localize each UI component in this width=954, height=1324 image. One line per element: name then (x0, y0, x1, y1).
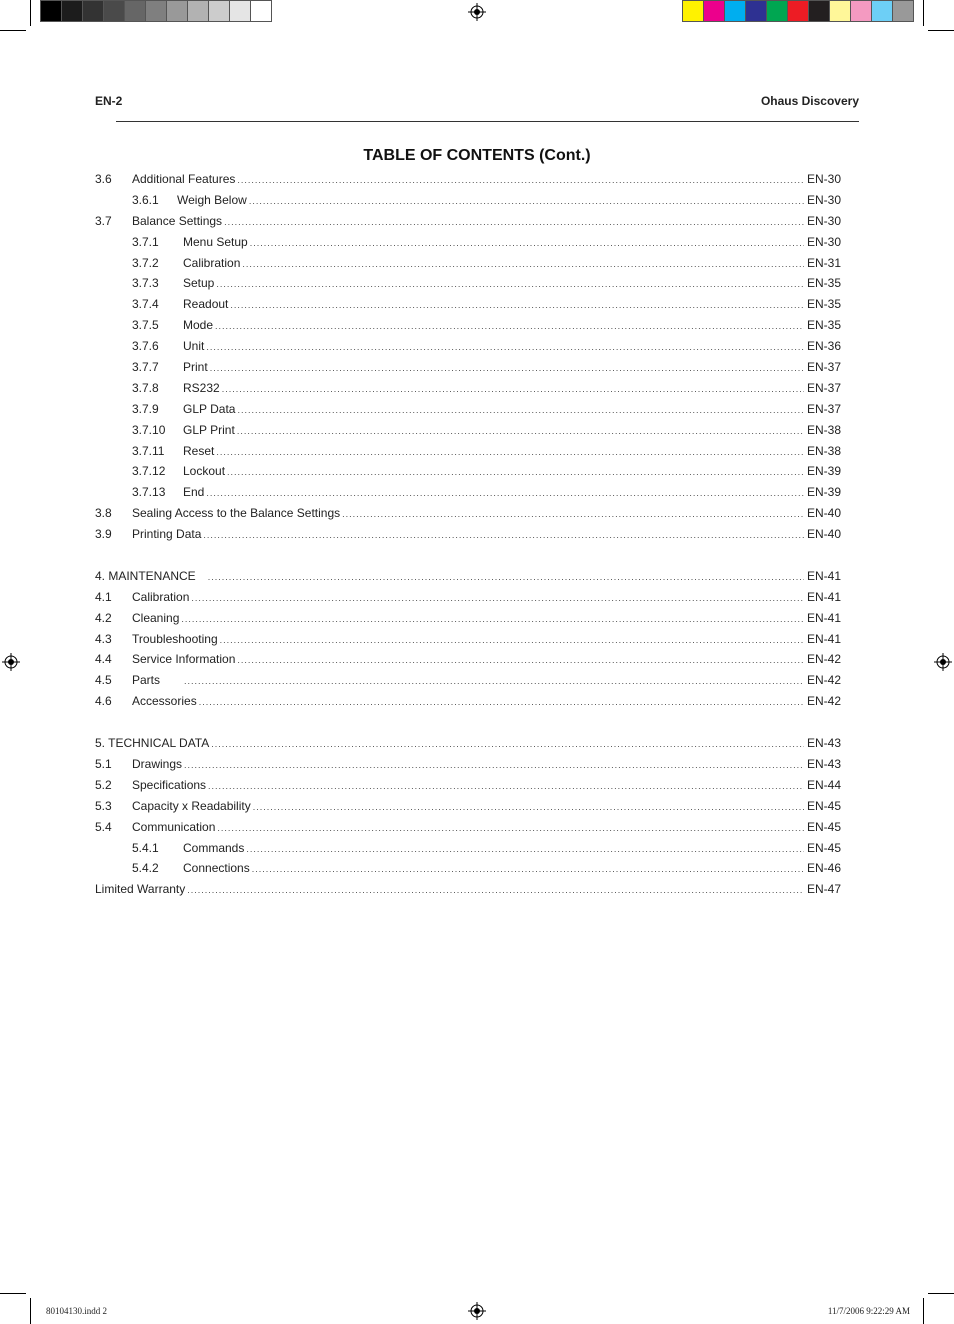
dot-leader (203, 530, 804, 540)
crop-mark-top-left-h (0, 30, 26, 31)
toc-entry-page: EN-47 (806, 882, 841, 897)
toc-entry-number: 5.3 (95, 798, 112, 813)
toc-entry[interactable] (95, 632, 841, 653)
toc-entry-number: 3.7.6 (132, 339, 159, 354)
toc-entry-label: Specifications (132, 777, 207, 792)
toc-entry-page: EN-44 (806, 777, 841, 792)
toc-entry[interactable] (95, 694, 841, 715)
toc-entry-page: EN-37 (806, 360, 841, 375)
toc-entry-page: EN-41 (806, 568, 841, 583)
table-of-contents (95, 172, 841, 903)
toc-entry[interactable] (95, 820, 841, 841)
toc-entry[interactable] (95, 882, 841, 903)
grayscale-color-bar (40, 0, 271, 22)
dot-leader (210, 363, 804, 373)
toc-entry-page: EN-43 (806, 736, 841, 751)
page-number: EN-2 (95, 94, 123, 108)
color-swatch (250, 0, 272, 22)
toc-entry-page: EN-38 (806, 422, 841, 437)
toc-entry[interactable] (95, 485, 841, 506)
page-title: TABLE OF CONTENTS (Cont.) (363, 147, 591, 164)
crop-mark-bottom-right-h (928, 1293, 954, 1294)
toc-entry-page: EN-35 (806, 276, 841, 291)
toc-entry[interactable] (95, 214, 841, 235)
toc-entry-number: 3.7.1 (132, 234, 159, 249)
dot-leader (211, 739, 804, 749)
toc-entry-label: Capacity x Readability (132, 798, 251, 813)
toc-entry-page: EN-37 (806, 401, 841, 416)
toc-entry-page: EN-30 (806, 172, 841, 186)
toc-entry-label: Print (183, 360, 208, 375)
toc-entry[interactable] (95, 611, 841, 632)
registration-mark-right-icon (934, 653, 952, 671)
dot-leader (250, 238, 804, 248)
dot-leader (184, 676, 804, 686)
dot-leader (199, 697, 804, 707)
toc-entry[interactable] (95, 235, 841, 256)
color-swatch (682, 0, 704, 22)
toc-entry[interactable] (95, 841, 841, 862)
toc-entry-page: EN-41 (806, 610, 841, 625)
toc-entry[interactable] (95, 444, 841, 465)
toc-entry-label: Calibration (132, 589, 190, 604)
toc-entry-label: Readout (183, 297, 229, 312)
toc-entry-number: 5.4.2 (132, 861, 159, 876)
registration-mark-left-icon (2, 653, 20, 671)
dot-leader (208, 572, 804, 582)
toc-entry[interactable] (95, 757, 841, 778)
toc-entry-number: 3.6 (95, 172, 112, 186)
dot-leader (215, 321, 804, 331)
product-name: Ohaus Discovery (760, 94, 859, 108)
toc-entry-page: EN-43 (806, 756, 841, 771)
dot-leader (181, 614, 804, 624)
toc-entry-page: EN-37 (806, 380, 841, 395)
toc-entry-number: 4.1 (95, 589, 112, 604)
toc-entry[interactable] (95, 381, 841, 402)
crop-mark-bottom-right-v (923, 1298, 924, 1324)
dot-leader (216, 447, 804, 457)
toc-entry-number: 3.7.7 (132, 360, 159, 375)
dot-leader (217, 823, 804, 833)
dot-leader (237, 175, 804, 185)
color-swatch (82, 0, 104, 22)
dot-leader (216, 279, 804, 289)
dot-leader (187, 885, 804, 895)
toc-entry-page: EN-30 (806, 213, 841, 228)
toc-entry-number: 3.7.2 (132, 255, 159, 270)
toc-entry-label: End (183, 485, 205, 500)
color-swatch (208, 0, 230, 22)
color-swatch (145, 0, 167, 22)
toc-entry-page: EN-42 (806, 694, 841, 709)
crop-mark-bottom-left-v (30, 1298, 31, 1324)
dot-leader (342, 509, 804, 519)
toc-entry-page: EN-45 (806, 819, 841, 834)
toc-entry-page: EN-39 (806, 464, 841, 479)
page-header (95, 94, 859, 110)
toc-entry-label: Reset (183, 443, 215, 458)
toc-entry-number: 3.6.1 (132, 192, 159, 207)
toc-entry[interactable] (95, 360, 841, 381)
toc-entry-page: EN-30 (806, 234, 841, 249)
toc-entry-number: 3.7.9 (132, 401, 159, 416)
toc-entry-number: 3.7.4 (132, 297, 159, 312)
toc-entry-page: EN-38 (806, 443, 841, 458)
color-swatch (103, 0, 125, 22)
color-swatch (40, 0, 62, 22)
toc-entry-number: 3.7.13 (132, 485, 166, 500)
toc-entry[interactable] (95, 256, 841, 277)
toc-entry[interactable] (95, 652, 841, 673)
toc-entry-number: 3.7.3 (132, 276, 159, 291)
toc-entry[interactable] (95, 506, 841, 527)
dot-leader (224, 217, 804, 227)
color-swatch (808, 0, 830, 22)
toc-entry-label: Unit (183, 339, 205, 354)
toc-entry[interactable] (95, 276, 841, 297)
toc-entry-page: EN-31 (806, 255, 841, 270)
file-slug: 80104130.indd 2 (46, 1306, 108, 1316)
toc-entry-label: Mode (183, 318, 214, 333)
dot-leader (206, 488, 804, 498)
toc-entry-label: Calibration (183, 255, 241, 270)
toc-entry-number: 3.7.12 (132, 464, 166, 479)
toc-entry-label: GLP Data (183, 401, 236, 416)
toc-entry-label: Additional Features (132, 172, 236, 186)
crop-mark-bottom-left-h (0, 1293, 26, 1294)
color-swatch (850, 0, 872, 22)
color-swatch (892, 0, 914, 22)
toc-entry-label: Commands (183, 840, 245, 855)
toc-entry-page: EN-41 (806, 631, 841, 646)
toc-entry-label: Accessories (132, 694, 197, 709)
crop-mark-top-right-v (923, 0, 924, 26)
toc-entry-number: 3.7.8 (132, 380, 159, 395)
toc-entry-label: Service Information (132, 652, 236, 667)
toc-entry[interactable] (95, 778, 841, 799)
toc-entry-label: Connections (183, 861, 250, 876)
toc-entry-page: EN-40 (806, 506, 841, 521)
toc-entry-page: EN-41 (806, 589, 841, 604)
color-swatch (724, 0, 746, 22)
toc-entry[interactable] (95, 799, 841, 820)
toc-entry-number: 4.6 (95, 694, 112, 709)
dot-leader (237, 426, 804, 436)
dot-leader (249, 196, 804, 206)
toc-entry[interactable] (95, 172, 841, 193)
toc-entry-number: 5.4.1 (132, 840, 159, 855)
toc-entry-number: 4.4 (95, 652, 112, 667)
toc-entry-label: Parts (132, 673, 161, 688)
color-swatch (703, 0, 725, 22)
toc-entry-page: EN-30 (806, 192, 841, 207)
toc-entry-label: Weigh Below (177, 192, 247, 207)
toc-entry-label: RS232 (183, 380, 220, 395)
dot-leader (237, 655, 804, 665)
toc-entry-label: Balance Settings (132, 213, 223, 228)
dot-leader (227, 467, 804, 477)
toc-entry-label: 4. MAINTENANCE (95, 568, 196, 583)
toc-entry-number: 5.4 (95, 819, 112, 834)
toc-entry-label: Cleaning (132, 610, 180, 625)
toc-entry-number: 3.7.11 (132, 443, 165, 458)
toc-entry-page: EN-45 (806, 798, 841, 813)
toc-entry-page: EN-36 (806, 339, 841, 354)
toc-entry-number: 4.2 (95, 610, 112, 625)
toc-entry-number: 5.2 (95, 777, 112, 792)
process-color-bar (682, 0, 913, 22)
color-swatch (166, 0, 188, 22)
toc-entry-page: EN-46 (806, 861, 841, 876)
toc-entry-number: 3.7 (95, 213, 112, 228)
dot-leader (252, 864, 804, 874)
dot-leader (246, 844, 804, 854)
toc-entry-label: Lockout (183, 464, 226, 479)
dot-leader (220, 635, 804, 645)
crop-mark-top-right-h (928, 30, 954, 31)
toc-entry-label: Setup (183, 276, 215, 291)
toc-entry-label: Sealing Access to the Balance Settings (132, 506, 341, 521)
toc-entry-page: EN-45 (806, 840, 841, 855)
toc-entry-number: 5.1 (95, 756, 112, 771)
toc-entry[interactable] (95, 464, 841, 485)
color-swatch (787, 0, 809, 22)
toc-entry-page: EN-39 (806, 485, 841, 500)
toc-entry-page: EN-40 (806, 527, 841, 542)
toc-entry-number: 3.7.10 (132, 422, 166, 437)
toc-entry[interactable] (95, 297, 841, 318)
toc-entry-label: GLP Print (183, 422, 235, 437)
dot-leader (208, 781, 804, 791)
toc-entry-label: 5. TECHNICAL DATA (95, 736, 210, 751)
color-swatch (61, 0, 83, 22)
toc-entry-page: EN-42 (806, 673, 841, 688)
toc-entry-label: Communication (132, 819, 216, 834)
toc-entry-label: Drawings (132, 756, 183, 771)
toc-entry-label: Limited Warranty (95, 882, 186, 897)
toc-entry[interactable] (95, 736, 841, 757)
toc-entry[interactable] (95, 569, 841, 590)
toc-entry[interactable] (95, 527, 841, 548)
toc-entry-number: 3.9 (95, 527, 112, 542)
color-swatch (124, 0, 146, 22)
toc-entry-number: 4.3 (95, 631, 112, 646)
dot-leader (184, 760, 804, 770)
toc-entry[interactable] (95, 402, 841, 423)
dot-leader (242, 259, 804, 269)
dot-leader (253, 802, 804, 812)
toc-entry[interactable] (95, 318, 841, 339)
toc-entry-page: EN-35 (806, 318, 841, 333)
registration-mark-bottom-icon (468, 1302, 486, 1320)
toc-entry[interactable] (95, 861, 841, 882)
toc-entry[interactable] (95, 193, 841, 214)
crop-mark-top-left-v (30, 0, 31, 26)
color-swatch (229, 0, 251, 22)
dot-leader (206, 342, 804, 352)
toc-entry-label: Menu Setup (183, 234, 248, 249)
toc-entry[interactable] (95, 423, 841, 444)
dot-leader (222, 384, 804, 394)
toc-entry[interactable] (95, 339, 841, 360)
color-swatch (745, 0, 767, 22)
dot-leader (191, 593, 804, 603)
print-timestamp: 11/7/2006 9:22:29 AM (827, 1306, 910, 1316)
toc-entry[interactable] (95, 590, 841, 611)
toc-entry-number: 3.8 (95, 506, 112, 521)
color-swatch (871, 0, 893, 22)
toc-entry-number: 3.7.5 (132, 318, 159, 333)
toc-entry-label: Troubleshooting (132, 631, 218, 646)
color-swatch (766, 0, 788, 22)
toc-entry[interactable] (95, 673, 841, 694)
toc-entry-page: EN-42 (806, 652, 841, 667)
header-rule (116, 121, 859, 122)
dot-leader (237, 405, 804, 415)
registration-mark-top-icon (468, 3, 486, 21)
toc-entry-page: EN-35 (806, 297, 841, 312)
toc-entry-label: Printing Data (132, 527, 202, 542)
toc-entry-number: 4.5 (95, 673, 112, 688)
color-swatch (829, 0, 851, 22)
color-swatch (187, 0, 209, 22)
dot-leader (230, 300, 804, 310)
